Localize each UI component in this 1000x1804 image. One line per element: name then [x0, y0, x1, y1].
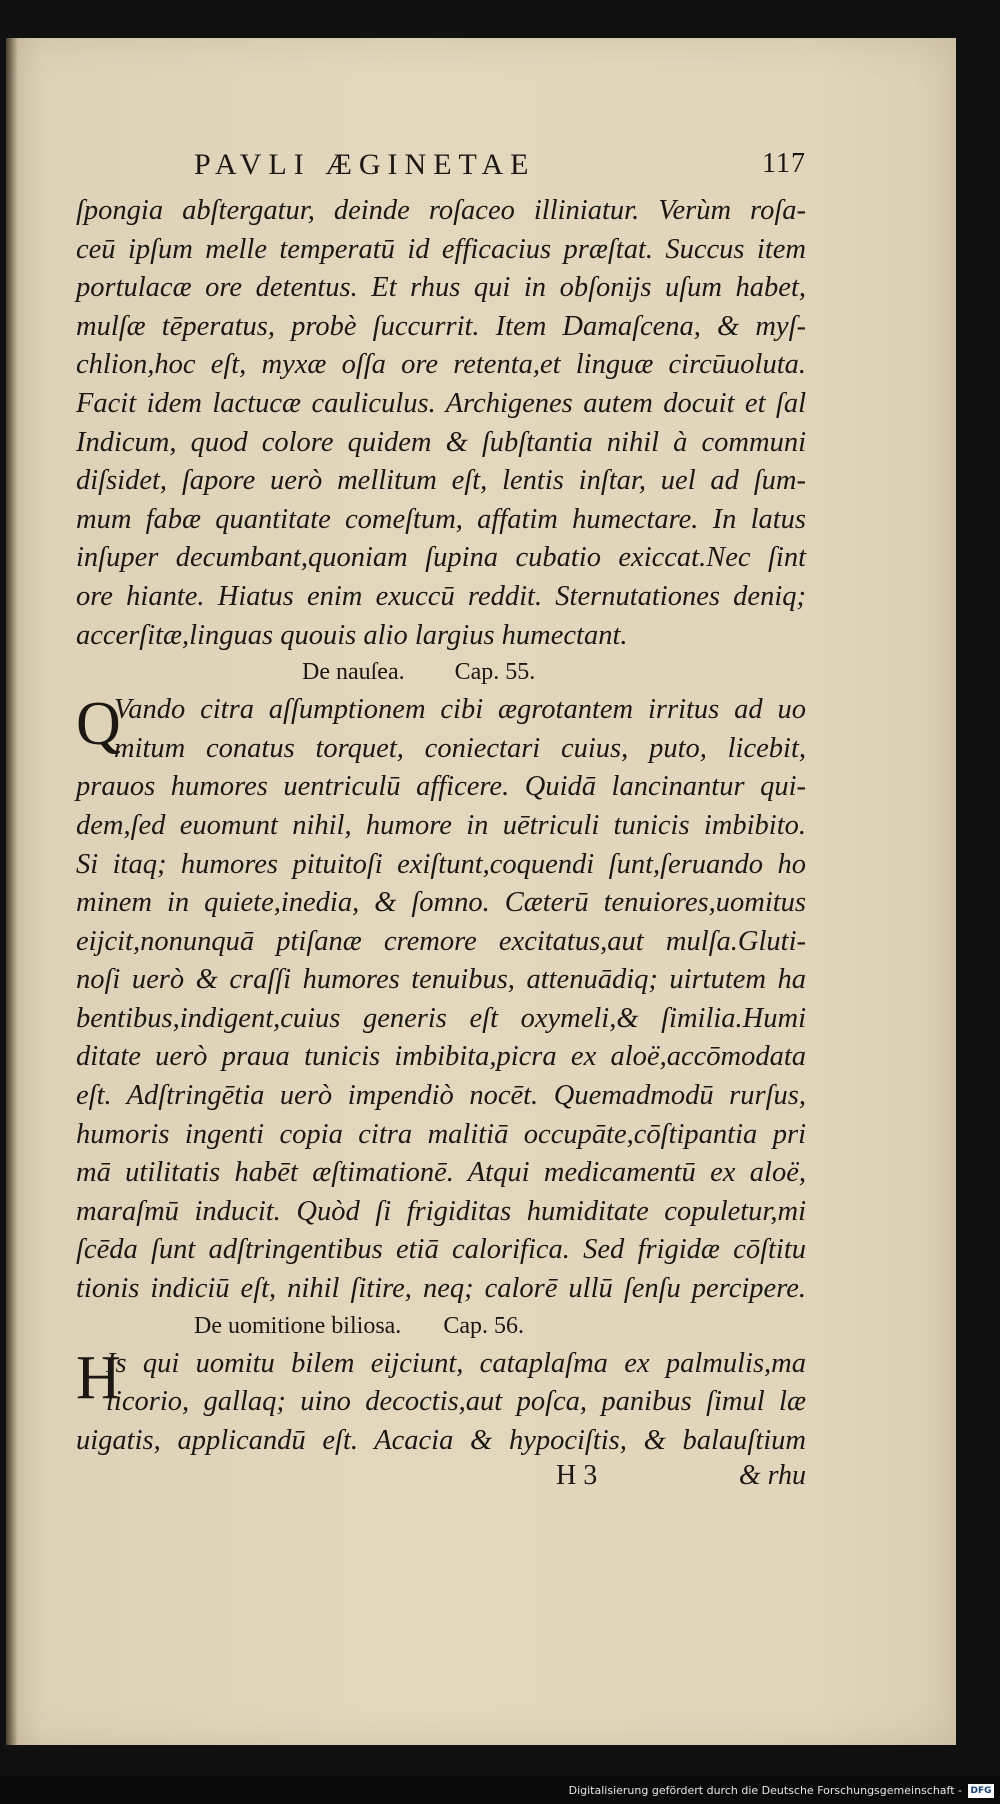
text-line: licorio, gallaq; uino decoctis,aut poſca, panibus ſimul læ	[106, 1386, 806, 1418]
text-line: ore hiante. Hiatus enim exuccū reddit. Sternutationes deniq;	[76, 580, 806, 612]
text-line: mitum conatus torquet, coniectari cuius, puto, licebit,	[114, 732, 806, 764]
text-line: diſsidet, ſapore uerò mellitum eſt, lentis inſtar, uel ad ſum-	[76, 465, 806, 497]
chapter-heading-55	[76, 657, 806, 687]
page-number: 117	[762, 148, 806, 179]
text-line: tionis indiciū eſt, nihil ſitire, neq; calorē ullū ſenſu percipere.	[76, 1273, 806, 1305]
intro-paragraph	[76, 192, 806, 655]
text-line: mum fabæ quantitate comeſtum, affatim humectare. In latus	[76, 503, 806, 535]
chapter-55-body	[76, 691, 806, 1309]
chapter-title: De uomitione biliosa.	[194, 1312, 402, 1339]
text-line: eijcit,nonunquā ptiſanæ cremore excitatus,aut mulſa.Gluti-	[76, 925, 806, 957]
text-line: Si itaq; humores pituitoſi exiſtunt,coquendi ſunt,ſeruando ho	[76, 848, 806, 880]
book-page	[6, 38, 956, 1745]
signature-row	[76, 1460, 806, 1500]
text-line: ſpongia abſtergatur, deinde roſaceo illiniatur. Verùm roſa-	[76, 195, 806, 226]
text-line: mulſæ tēperatus, probè ſuccurrit. Item Damaſcena, & myſ-	[76, 310, 806, 342]
text-line: uigatis, applicandū eſt. Acacia & hypociſtis, & balauſtium	[76, 1424, 806, 1456]
text-line: eſt. Adſtringētia uerò impendiò nocēt. Quemadmodū rurſus,	[76, 1080, 806, 1112]
running-head-title: PAVLI ÆGINETAE	[194, 148, 536, 181]
text-line: prauos humores uentriculū afficere. Quidā lancinantur qui-	[76, 771, 806, 803]
text-line: dem,ſed euomunt nihil, humore in uētriculi tunicis imbibito.	[76, 809, 806, 841]
text-line: portulacæ ore detentus. Et rhus qui in obſonijs uſum habet,	[76, 272, 806, 304]
page-gutter-shadow	[6, 38, 18, 1745]
running-head	[76, 148, 806, 192]
chapter-56-body	[76, 1345, 806, 1461]
drop-capital: Q	[76, 690, 121, 759]
chapter-heading-56	[76, 1311, 806, 1341]
footer-bar	[0, 1776, 1000, 1804]
chapter-number: Cap. 56.	[443, 1312, 524, 1339]
text-line: inſuper decumbant,quoniam ſupina cubatio exiccat.Nec ſint	[76, 542, 806, 574]
text-line: Indicum, quod colore quidem & ſubſtantia nihil à communi	[76, 426, 806, 458]
text-line: ceū ipſum melle temperatū id efficacius præſtat. Succus item	[76, 233, 806, 265]
funding-notice: Digitalisierung gefördert durch die Deutsche Forschungsgemeinschaft -	[568, 1784, 962, 1797]
text-line: noſi uerò & craſſi humores tenuibus, attenuādiq; uirtutem ha	[76, 964, 806, 996]
signature-mark: H 3	[556, 1460, 598, 1492]
text-line: bentibus,indigent,cuius generis eſt oxymeli,& ſimilia.Humi	[76, 1002, 806, 1034]
catchword: & rhu	[738, 1460, 806, 1492]
text-line: chlion,hoc eſt, myxæ oſſa ore retenta,et linguæ circūuoluta.	[76, 349, 806, 381]
text-block	[76, 148, 806, 1500]
chapter-number: Cap. 55.	[454, 659, 536, 686]
text-line: ditate uerò praua tunicis imbibita,picra ex aloë,accōmodata	[76, 1041, 806, 1073]
text-line: minem in quiete,inedia, & ſomno. Cæterū tenuiores,uomitus	[76, 887, 806, 919]
text-line: Facit idem lactucæ cauliculus. Archigenes autem docuit et ſal	[76, 387, 806, 419]
text-line: mā utilitatis habēt æſtimationē. Atqui medicamentū ex aloë,	[76, 1157, 806, 1189]
drop-capital: H	[76, 1343, 121, 1412]
text-line: Vando citra aſſumptionem cibi ægrotantem irritus ad uo	[114, 694, 806, 726]
text-line: maraſmū inducit. Quòd ſi frigiditas humiditate copuletur,mi	[76, 1195, 806, 1227]
text-line: ſcēda ſunt adſtringentibus etiā calorifica. Sed frigidæ cōſtitu	[76, 1234, 806, 1266]
chapter-title: De nauſea.	[302, 659, 405, 686]
dfg-logo: DFG	[968, 1784, 994, 1798]
text-line: Is qui uomitu bilem eijciunt, cataplaſma ex palmulis,ma	[106, 1347, 806, 1379]
text-line: humoris ingenti copia citra malitiā occupāte,cōſtipantia pri	[76, 1118, 806, 1150]
text-line: accerſitæ,linguas quouis alio largius humectant.	[76, 619, 628, 651]
